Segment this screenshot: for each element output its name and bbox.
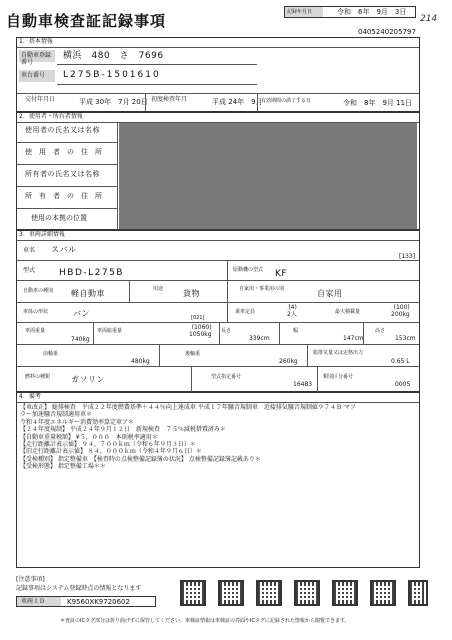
plate-value: 横浜 480 さ 7696 — [63, 51, 164, 61]
length-label: 長さ — [221, 328, 232, 334]
kind-label: 自動車の種別 — [23, 288, 54, 294]
maker-label: 車名 — [23, 247, 36, 254]
category-label: 類別区分番号 — [323, 374, 354, 380]
user-section-title: 2．使用者・所有者情報 — [19, 113, 83, 120]
private-value: 自家用 — [317, 289, 343, 298]
basic-section-title: 1．基本情報 — [19, 38, 53, 45]
body-code: [021] — [191, 315, 205, 321]
user-name-label: 使用者の氏名又は名称 — [25, 126, 100, 134]
remarks-line: 【走行距離計表示値】 ９４，７００ｋｍ（令和６年９月３日）＊ — [20, 441, 196, 449]
remarks-line: 【車改正】 総排検査 平成２２年度燃費基準＋４４％向上達成車 平成１７年騒音規制車 近接排気騒音規制値９７４Ｂ マフ — [20, 404, 356, 411]
owner-address-label: 所 有 者 の 住 所 — [25, 192, 102, 200]
maxload-label: 最大積載量 — [335, 309, 361, 315]
body-label: 車体の形状 — [23, 309, 49, 315]
notes-text: 記録事項はシステム登録時点の情報となります — [16, 585, 142, 592]
width-value: 147cm — [343, 335, 364, 342]
remarks-text — [20, 404, 418, 471]
fuel-value: ガソリン — [71, 375, 105, 384]
remarks-line: 【受検種別】 指定整備車 【検査時の点検整備記録簿の状況】 点検整備記録簿記載あり＊ — [20, 455, 261, 463]
remarks-section-title: 4．備考 — [19, 393, 41, 400]
base-location-label: 使用の本拠の位置 — [31, 214, 87, 222]
qr-code — [332, 580, 358, 606]
issue-date-value: 平成 30年 7月 20日 — [79, 98, 148, 106]
displacement-value: 0.65 L — [391, 358, 410, 365]
kind-value: 軽自動車 — [71, 289, 105, 298]
height-value: 153cm — [395, 335, 416, 342]
capacity-label: 乗車定員 — [235, 309, 256, 315]
displacement-label: 総排気量又は定格出力 — [313, 350, 364, 356]
remarks-line: ラー加速騒音規制適用車＊ — [20, 411, 93, 419]
remarks-line: 令和４年度エネルギー消費効率算定車ア＊ — [20, 418, 135, 426]
capacity-value: (4) 2人 — [287, 304, 297, 318]
document-number: 0405240205797 — [358, 28, 416, 36]
model-value: HBD-L275B — [59, 268, 124, 278]
vin-value: L275B-1501610 — [63, 70, 161, 80]
body-value: バン — [73, 309, 90, 318]
front-axle-label: 前軸重 — [43, 351, 59, 357]
redacted-block — [119, 123, 417, 229]
type-designation-label: 型式指定番号 — [211, 374, 242, 380]
record-date-value: 令和 6年 9月 3日 — [337, 8, 407, 16]
record-date-box — [284, 6, 416, 18]
qr-code — [370, 580, 396, 606]
width-label: 幅 — [293, 328, 299, 334]
gross-label: 車両総重量 — [97, 328, 123, 334]
plate-label: 自動車登録番号 — [19, 50, 55, 62]
qr-code — [408, 580, 428, 606]
document-title: 自動車検査証記録事項 — [6, 12, 167, 30]
qr-code — [180, 580, 206, 606]
vehicle-section — [16, 230, 420, 392]
gross-value: (1060) 1050kg — [189, 324, 212, 338]
issue-date-label: 交付年月日 — [25, 96, 56, 103]
qr-code — [256, 580, 282, 606]
remarks-line: 【旧走行距離計表示値】 ８４，０００ｋｍ（令和４年９月６日）＊ — [20, 448, 202, 456]
rear-axle-value: 260kg — [279, 358, 298, 365]
model-label: 型式 — [23, 267, 36, 274]
user-section — [16, 112, 420, 230]
weight-value: 740kg — [71, 336, 90, 343]
maxload-value: (100) 200kg — [391, 304, 410, 318]
basic-section — [16, 37, 420, 112]
first-reg-label: 初度検査年月 — [151, 96, 188, 103]
remarks-line: 【受検形態】 指定整備工場＊＊ — [20, 463, 106, 471]
first-reg-value: 平成 24年 9月 — [212, 98, 263, 106]
engine-value: KF — [275, 269, 288, 279]
vehicle-id-value: K9560XK9720602 — [67, 598, 130, 606]
vehicle-id-label: 車両ＩＤ — [17, 597, 61, 606]
owner-name-label: 所有者の氏名又は名称 — [25, 170, 100, 178]
bottom-note: ＊査証のICタグ部分は折り曲げずに保管してください。車検証情報は車検証の券面やICタグに記録された情報から閲覧できます。 — [60, 618, 350, 624]
vin-label: 車台番号 — [19, 70, 55, 82]
fuel-label: 燃料の種類 — [25, 374, 51, 380]
type-designation-value: 16483 — [293, 381, 313, 388]
remarks-line: 【自動車重量税額】 ¥５，０００ 本則税率適用＊ — [20, 433, 158, 441]
use-label: 用途 — [153, 286, 164, 292]
use-value: 貨物 — [183, 289, 200, 298]
remarks-line: 【２４年度規制】 平成２４年９月１２日 新規検査 ７５％減税措置済み＊ — [20, 426, 226, 434]
remarks-section — [16, 392, 420, 568]
private-label: 自家用・事業用の別 — [239, 286, 285, 292]
maker-code: [133] — [399, 253, 416, 260]
handwritten-note: 214 — [420, 14, 438, 24]
record-date-label: 記録年月日 — [285, 7, 323, 17]
length-value: 339cm — [249, 335, 270, 342]
weight-label: 車両重量 — [25, 328, 46, 334]
height-label: 高さ — [375, 328, 386, 334]
category-value: 0005 — [395, 381, 411, 388]
notes-label: [注意事項] — [16, 576, 45, 583]
front-axle-value: 480kg — [131, 358, 150, 365]
qr-code — [294, 580, 320, 606]
maker-value: スバル — [51, 245, 77, 254]
user-address-label: 使 用 者 の 住 所 — [25, 148, 102, 156]
expiry-label: 有効期間の満了する日 — [261, 98, 312, 104]
engine-label: 原動機の型式 — [233, 267, 264, 273]
vehicle-id-box — [16, 596, 156, 607]
vehicle-section-title: 3．車両詳細情報 — [19, 231, 65, 238]
qr-code — [218, 580, 244, 606]
expiry-value: 令和 8年 9月 11日 — [343, 99, 413, 107]
rear-axle-label: 後軸重 — [185, 351, 201, 357]
